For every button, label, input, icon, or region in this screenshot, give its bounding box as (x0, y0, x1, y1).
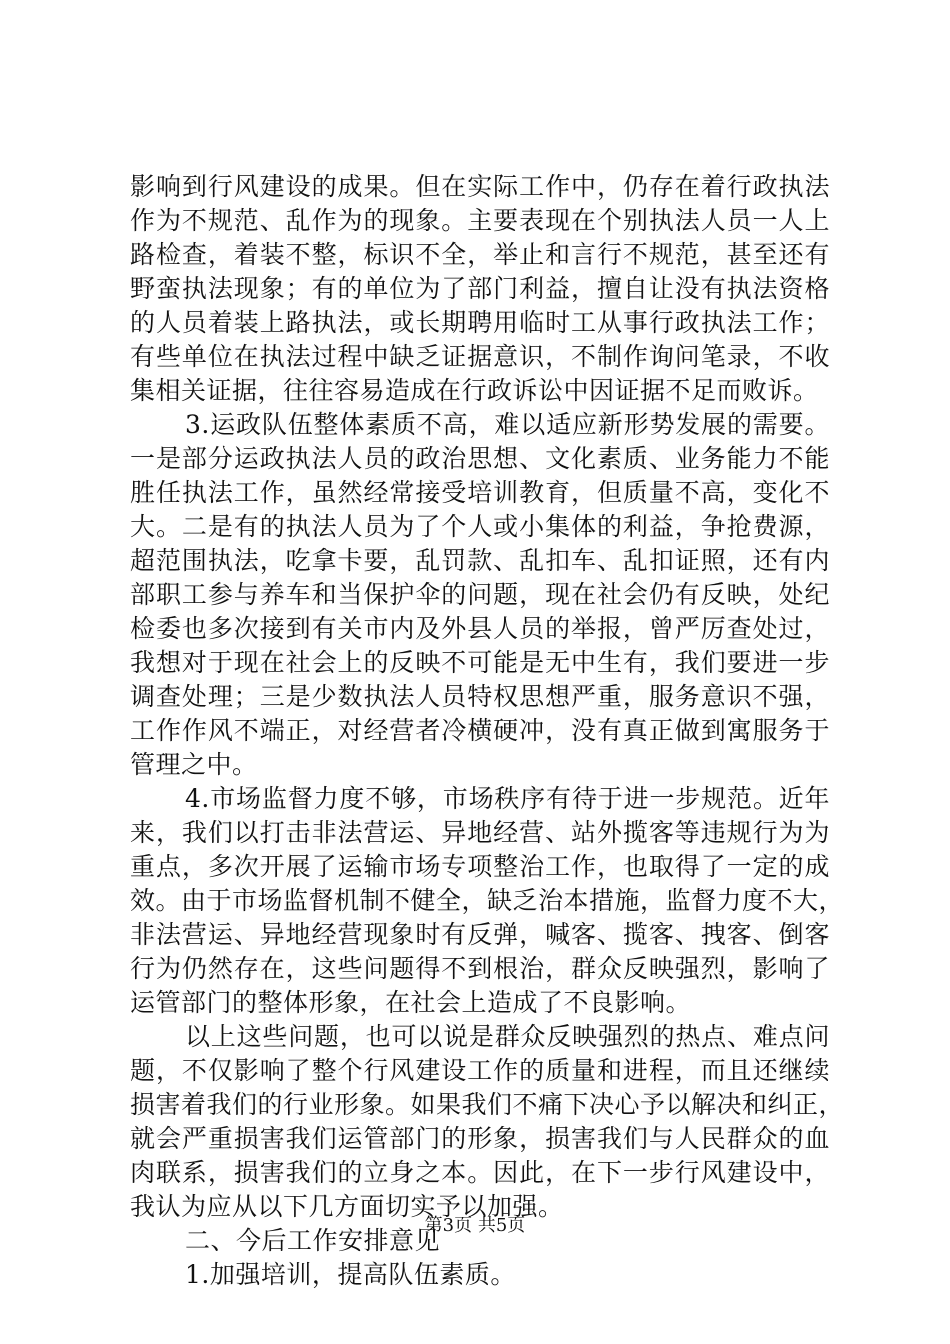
text-line: 损害着我们的行业形象。如果我们不痛下决心予以解决和纠正， (130, 1090, 845, 1119)
page-footer: 第3页 共5页 (424, 1215, 526, 1236)
text-line: 影响到行风建设的成果。但在实际工作中，仍存在着行政执法 (130, 172, 830, 201)
text-line: 4.市场监督力度不够，市场秩序有待于进一步规范。近年 (185, 784, 830, 813)
text-line: 超范围执法，吃拿卡要，乱罚款、乱扣车、乱扣证照，还有内 (130, 546, 830, 575)
document-body (130, 170, 845, 1292)
text-line: 效。由于市场监督机制不健全，缺乏治本措施，监督力度不大， (130, 886, 845, 915)
text-line: 肉联系，损害我们的立身之本。因此，在下一步行风建设中， (130, 1158, 830, 1187)
text-line: 就会严重损害我们运管部门的形象，损害我们与人民群众的血 (130, 1124, 830, 1153)
text-line: 以上这些问题，也可以说是群众反映强烈的热点、难点问 (185, 1022, 830, 1051)
text-line: 重点，多次开展了运输市场专项整治工作，也取得了一定的成 (130, 852, 830, 881)
text-line: 工作作风不端正，对经营者冷横硬冲，没有真正做到寓服务于 (130, 716, 830, 745)
text-line: 一是部分运政执法人员的政治思想、文化素质、业务能力不能 (130, 444, 830, 473)
text-line: 的人员着装上路执法，或长期聘用临时工从事行政执法工作； (130, 308, 830, 337)
text-line: 非法营运、异地经营现象时有反弹，喊客、揽客、拽客、倒客 (130, 920, 830, 949)
text-line: 有些单位在执法过程中缺乏证据意识，不制作询问笔录，不收 (130, 342, 830, 371)
text-line: 野蛮执法现象；有的单位为了部门利益，擅自让没有执法资格 (130, 274, 830, 303)
text-line: 行为仍然存在，这些问题得不到根治，群众反映强烈，影响了 (130, 954, 830, 983)
text-line: 胜任执法工作，虽然经常接受培训教育，但质量不高，变化不 (130, 478, 830, 507)
text-line: 检委也多次接到有关市内及外县人员的举报，曾严厉查处过， (130, 614, 830, 643)
text-line: 作为不规范、乱作为的现象。主要表现在个别执法人员一人上 (130, 206, 830, 235)
text-line: 调查处理；三是少数执法人员特权思想严重，服务意识不强， (130, 682, 830, 711)
text-line: 我想对于现在社会上的反映不可能是无中生有，我们要进一步 (130, 648, 830, 677)
text-line: 集相关证据，往往容易造成在行政诉讼中因证据不足而败诉。 (130, 376, 819, 405)
text-line: 部职工参与养车和当保护伞的问题，现在社会仍有反映，处纪 (130, 580, 830, 609)
text-line: 管理之中。 (130, 750, 258, 779)
text-line: 来，我们以打击非法营运、异地经营、站外揽客等违规行为为 (130, 818, 830, 847)
text-line: 我认为应从以下几方面切实予以加强。 (130, 1192, 564, 1221)
text-line: 1.加强培训，提高队伍素质。 (185, 1260, 516, 1289)
text-line: 路检查，着装不整，标识不全，举止和言行不规范，甚至还有 (130, 240, 830, 269)
text-line: 运管部门的整体形象，在社会上造成了不良影响。 (130, 988, 692, 1017)
text-line: 题，不仅影响了整个行风建设工作的质量和进程，而且还继续 (130, 1056, 830, 1085)
text-line: 3.运政队伍整体素质不高，难以适应新形势发展的需要。 (185, 410, 830, 439)
text-line: 大。二是有的执法人员为了个人或小集体的利益，争抢费源， (130, 512, 830, 541)
text-line: 二、今后工作安排意见 (185, 1226, 441, 1255)
